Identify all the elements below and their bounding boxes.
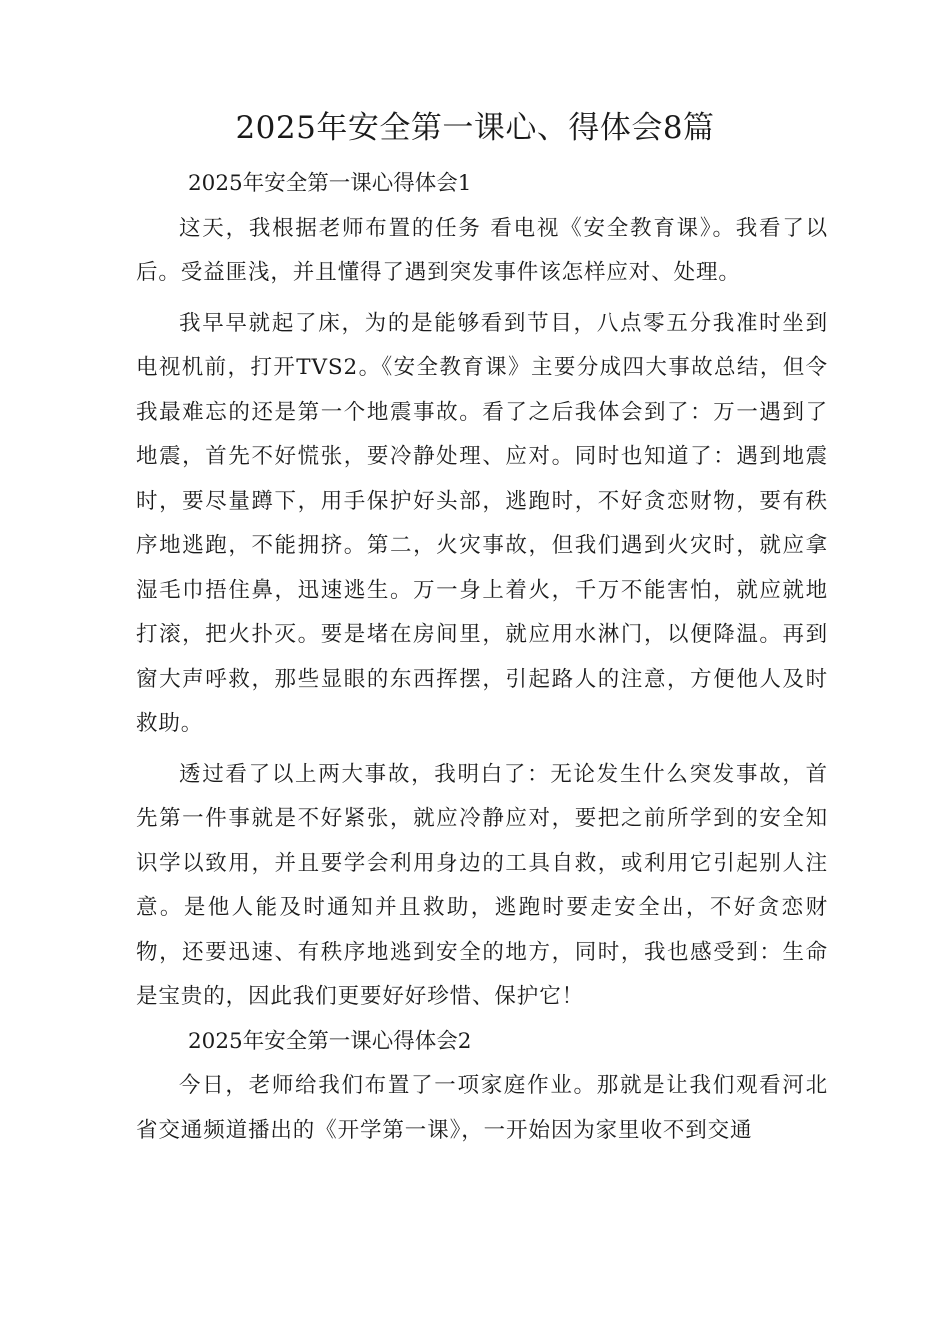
paragraph: 我早早就起了床，为的是能够看到节目，八点零五分我准时坐到电视机前，打开TVS2。《安全教育课》主要分成四大事故总结，但令我最难忘的还是第一个地震事故。看了之后我体会到了：万一遇到了地震，首先不好慌张，要冷静处理、应对。同时也知道了：遇到地震时，要尽量蹲下，用手保护好头部，逃跑时，不好贪恋财物，要有秩序地逃跑，不能拥挤。第二，火灾事故，但我们遇到火灾时，就应拿湿毛巾捂住鼻，迅速逃生。万一身上着火，千万不能害怕，就应就地打滚，把火扑灭。要是堵在房间里，就应用水淋门，以便降温。再到窗大声呼救，那些显眼的东西挥摆，引起路人的注意，方便他人及时救助。 bbox=[136, 310, 828, 736]
document-title: 2025年安全第一课心、得体会8篇 bbox=[235, 110, 715, 146]
paragraph: 今日，老师给我们布置了一项家庭作业。那就是让我们观看河北省交通频道播出的《开学第一课》，一开始因为家里收不到交通 bbox=[136, 1073, 828, 1143]
section-2 bbox=[136, 1020, 828, 1154]
section-heading: 2025年安全第一课心得体会2 bbox=[188, 1028, 472, 1054]
document-body bbox=[136, 162, 828, 1153]
paragraph: 这天，我根据老师布置的任务 看电视《安全教育课》。我看了以后。受益匪浅，并且懂得了遇到突发事件该怎样应对、处理。 bbox=[136, 215, 828, 285]
section-heading: 2025年安全第一课心得体会1 bbox=[188, 171, 472, 196]
paragraph: 透过看了以上两大事故，我明白了：无论发生什么突发事故，首先第一件事就是不好紧张，就应冷静应对，要把之前所学到的安全知识学以致用，并且要学会利用身边的工具自救，或利用它引起别人注意。是他人能及时通知并且救助，逃跑时要走安全出，不好贪恋财物，还要迅速、有秩序地逃到安全的地方，同时，我也感受到：生命是宝贵的，因此我们更要好好珍惜、保护它！ bbox=[136, 761, 828, 1009]
section-1 bbox=[136, 162, 828, 1020]
